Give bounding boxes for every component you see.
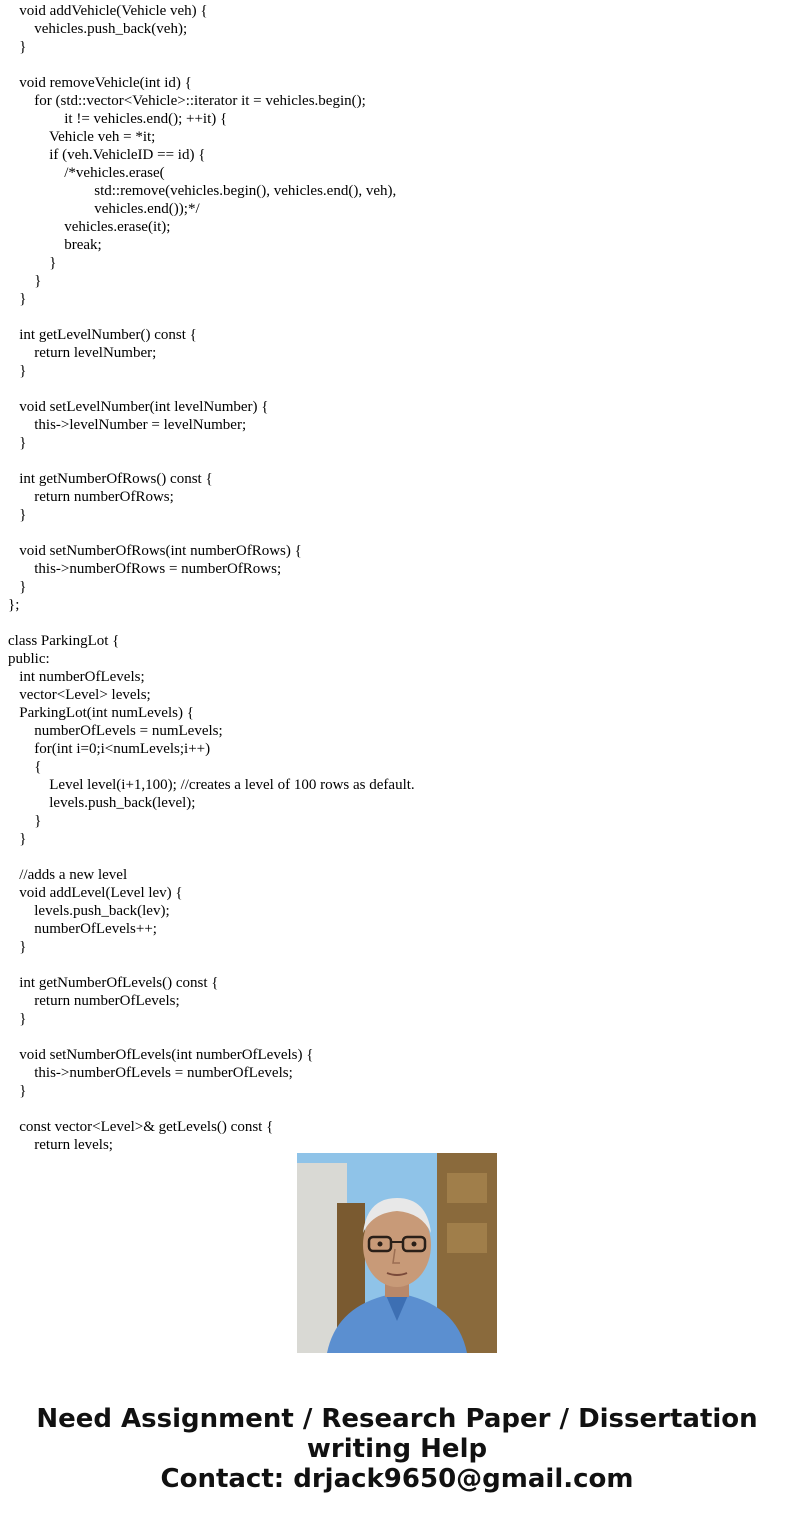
code-line: int numberOfLevels;: [8, 669, 145, 685]
code-line: }: [8, 1011, 27, 1027]
code-line: class ParkingLot {: [8, 633, 120, 649]
code-line: this->levelNumber = levelNumber;: [8, 417, 247, 433]
code-line: [8, 452, 415, 470]
code-line: }: [8, 939, 27, 955]
code-line: [8, 380, 415, 398]
code-line: }: [8, 363, 27, 379]
code-line: int getNumberOfLevels() const {: [8, 975, 219, 991]
code-line: levels.push_back(lev);: [8, 903, 170, 919]
avatar: [297, 1153, 497, 1353]
code-line: int getLevelNumber() const {: [8, 327, 197, 343]
code-line: Level level(i+1,100); //creates a level of 100 rows as default.: [8, 777, 415, 793]
code-line: /*vehicles.erase(: [8, 165, 165, 181]
code-line: [8, 614, 415, 632]
code-line: for (std::vector<Vehicle>::iterator it = vehicles.begin();: [8, 93, 366, 109]
code-line: for(int i=0;i<numLevels;i++): [8, 741, 211, 757]
code-line: [8, 956, 415, 974]
code-line: [8, 308, 415, 326]
code-line: vector<Level> levels;: [8, 687, 151, 703]
promo-banner: [0, 1404, 794, 1494]
code-line: public:: [8, 651, 50, 667]
code-line: }: [8, 255, 57, 271]
code-line: vehicles.erase(it);: [8, 219, 171, 235]
code-line: }: [8, 813, 42, 829]
code-line: void setNumberOfRows(int numberOfRows) {: [8, 543, 302, 559]
code-line: {: [8, 759, 42, 775]
code-line: }: [8, 291, 27, 307]
code-line: }: [8, 579, 27, 595]
code-line: void addLevel(Level lev) {: [8, 885, 183, 901]
code-line: return numberOfLevels;: [8, 993, 180, 1009]
code-line: }: [8, 39, 27, 55]
person-photo-icon: [297, 1153, 497, 1353]
code-line: void setNumberOfLevels(int numberOfLevels) {: [8, 1047, 314, 1063]
code-line: std::remove(vehicles.begin(), vehicles.end(), veh),: [8, 183, 397, 199]
code-line: numberOfLevels++;: [8, 921, 157, 937]
code-line: void removeVehicle(int id) {: [8, 75, 192, 91]
code-line: return levels;: [8, 1137, 113, 1153]
promo-line-1: Need Assignment / Research Paper / Dissertation: [36, 1404, 758, 1434]
code-line: }: [8, 435, 27, 451]
code-line: return numberOfRows;: [8, 489, 174, 505]
code-line: [8, 524, 415, 542]
code-line: };: [8, 597, 20, 613]
code-line: ParkingLot(int numLevels) {: [8, 705, 194, 721]
code-line: numberOfLevels = numLevels;: [8, 723, 223, 739]
code-line: const vector<Level>& getLevels() const {: [8, 1119, 274, 1135]
code-lines: [8, 2, 415, 1154]
code-line: it != vehicles.end(); ++it) {: [8, 111, 228, 127]
code-line: break;: [8, 237, 102, 253]
code-line: vehicles.push_back(veh);: [8, 21, 188, 37]
code-line: [8, 848, 415, 866]
code-line: //adds a new level: [8, 867, 128, 883]
code-line: this->numberOfLevels = numberOfLevels;: [8, 1065, 293, 1081]
code-line: }: [8, 273, 42, 289]
promo-contact: Contact: drjack9650@gmail.com: [160, 1464, 634, 1494]
code-line: if (veh.VehicleID == id) {: [8, 147, 206, 163]
code-line: levels.push_back(level);: [8, 795, 196, 811]
code-line: int getNumberOfRows() const {: [8, 471, 213, 487]
code-line: [8, 56, 415, 74]
code-line: [8, 1028, 415, 1046]
promo-line-2: writing Help: [306, 1434, 488, 1464]
code-line: return levelNumber;: [8, 345, 157, 361]
code-line: vehicles.end());*/: [8, 201, 200, 217]
code-line: void addVehicle(Vehicle veh) {: [8, 3, 208, 19]
code-line: Vehicle veh = *it;: [8, 129, 156, 145]
code-line: [8, 1100, 415, 1118]
code-line: }: [8, 1083, 27, 1099]
code-line: void setLevelNumber(int levelNumber) {: [8, 399, 269, 415]
code-line: }: [8, 831, 27, 847]
code-line: this->numberOfRows = numberOfRows;: [8, 561, 282, 577]
code-line: }: [8, 507, 27, 523]
